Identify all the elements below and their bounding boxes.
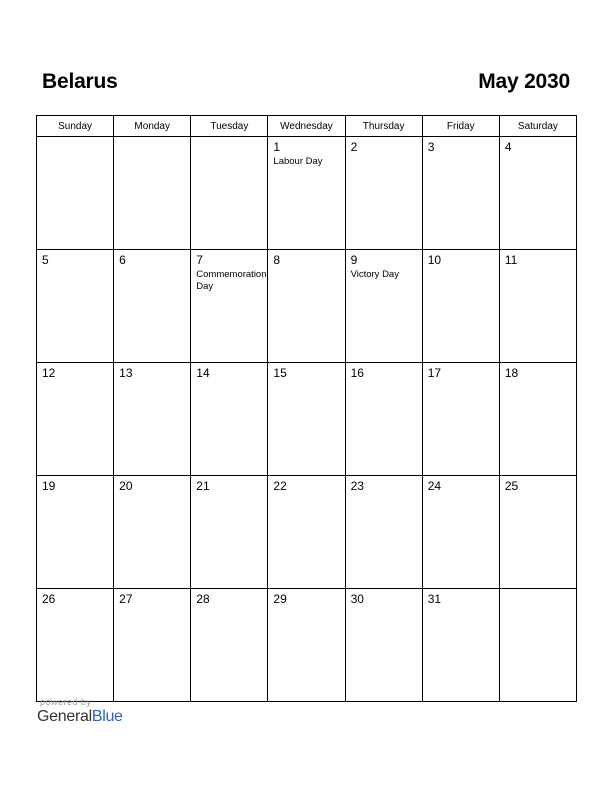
- weekday-header: Monday: [114, 116, 191, 137]
- week-row: [37, 363, 577, 476]
- day-cell: [268, 137, 345, 250]
- day-cell: [37, 476, 114, 589]
- calendar-grid: [36, 115, 577, 702]
- page-title-month: May 2030: [478, 70, 570, 93]
- powered-by-label: powered by: [40, 697, 92, 707]
- day-number: 22: [273, 479, 287, 493]
- day-cell: [422, 250, 499, 363]
- week-row: [37, 137, 577, 250]
- day-cell: [37, 250, 114, 363]
- day-cell: [345, 363, 422, 476]
- day-number: 30: [350, 592, 364, 606]
- brand-logo-general: General: [37, 708, 92, 725]
- weekday-header: Friday: [422, 116, 499, 137]
- weekday-header: Thursday: [345, 116, 422, 137]
- page-title-country: Belarus: [42, 70, 118, 93]
- day-cell: [37, 137, 114, 250]
- day-cell: [422, 137, 499, 250]
- day-number: 13: [119, 366, 133, 380]
- day-cell: [191, 137, 268, 250]
- day-cell: [268, 363, 345, 476]
- week-row: [37, 589, 577, 702]
- week-row: [37, 250, 577, 363]
- day-cell: [499, 363, 576, 476]
- day-cell: [422, 476, 499, 589]
- day-number: 5: [42, 253, 49, 267]
- day-number: 1: [273, 140, 281, 154]
- day-cell: [37, 363, 114, 476]
- day-cell: [268, 250, 345, 363]
- day-cell: [114, 476, 191, 589]
- day-number: 29: [273, 592, 287, 606]
- day-cell: [114, 250, 191, 363]
- day-cell: [114, 363, 191, 476]
- day-cell: [345, 476, 422, 589]
- day-cell: [191, 476, 268, 589]
- day-number: 24: [427, 479, 442, 493]
- day-cell: [345, 250, 422, 363]
- day-number: 20: [119, 479, 133, 493]
- weekday-header: Saturday: [499, 116, 576, 137]
- day-cell: [268, 589, 345, 702]
- day-cell: [191, 589, 268, 702]
- day-number: 6: [119, 253, 126, 267]
- day-number: 7: [196, 253, 203, 267]
- day-cell: [345, 137, 422, 250]
- day-number: 18: [504, 366, 519, 380]
- day-cell: [422, 363, 499, 476]
- day-number: 19: [42, 479, 56, 493]
- brand-logo-blue: Blue: [91, 708, 123, 725]
- holiday-label: Commemoration Day: [196, 269, 267, 292]
- weekday-header: Wednesday: [268, 116, 345, 137]
- week-row: [37, 476, 577, 589]
- day-cell: [114, 589, 191, 702]
- day-cell: [37, 589, 114, 702]
- day-number: 31: [427, 592, 442, 606]
- day-number: 23: [350, 479, 364, 493]
- day-number: 21: [196, 479, 210, 493]
- day-number: 25: [504, 479, 519, 493]
- day-cell: [499, 250, 576, 363]
- weekday-header: Sunday: [37, 116, 114, 137]
- day-cell: [499, 589, 576, 702]
- day-number: 14: [196, 366, 210, 380]
- day-number: 8: [273, 253, 281, 267]
- day-cell: [499, 137, 576, 250]
- day-number: 26: [42, 592, 56, 606]
- day-cell: [114, 137, 191, 250]
- brand-logo[interactable]: [37, 708, 123, 726]
- day-number: 10: [427, 253, 442, 267]
- day-number: 2: [350, 140, 358, 154]
- day-cell: [499, 476, 576, 589]
- weekday-header: Tuesday: [191, 116, 268, 137]
- holiday-label: Labour Day: [273, 156, 323, 167]
- weekday-header-row: [37, 116, 577, 137]
- day-number: 12: [42, 366, 56, 380]
- holiday-label: Victory Day: [350, 269, 399, 280]
- day-number: 16: [350, 366, 364, 380]
- day-number: 27: [119, 592, 133, 606]
- day-cell: [422, 589, 499, 702]
- day-number: 11: [504, 253, 518, 267]
- day-cell: [268, 476, 345, 589]
- day-cell: [345, 589, 422, 702]
- day-number: 28: [196, 592, 210, 606]
- day-number: 3: [427, 140, 435, 154]
- day-number: 17: [427, 366, 442, 380]
- day-number: 9: [350, 253, 358, 267]
- day-cell: [191, 250, 268, 363]
- day-cell: [191, 363, 268, 476]
- day-number: 4: [504, 140, 512, 154]
- day-number: 15: [273, 366, 287, 380]
